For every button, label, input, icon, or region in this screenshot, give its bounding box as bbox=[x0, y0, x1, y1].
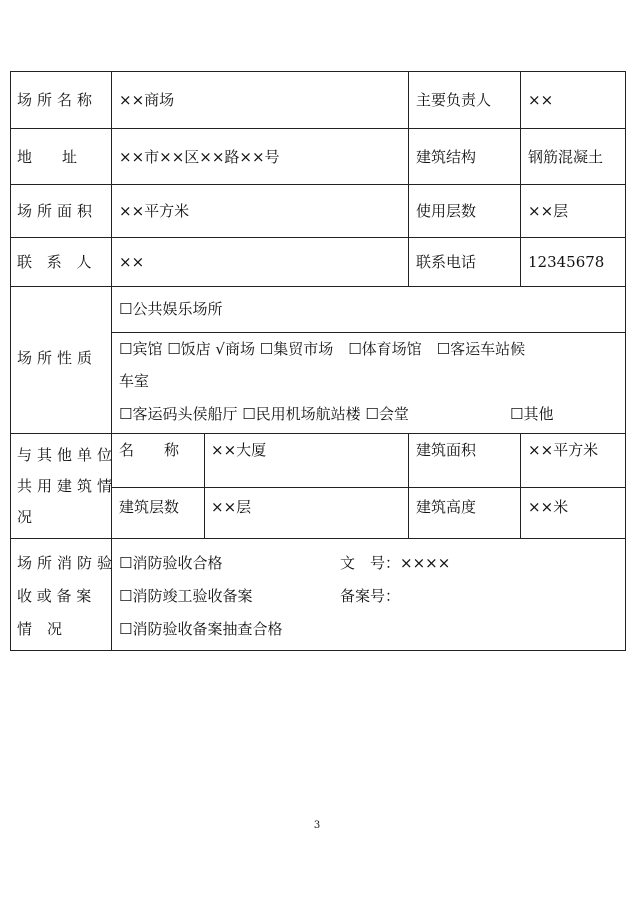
contact-label: 联 系 人 bbox=[17, 253, 97, 271]
shared-label-line2: 共用建筑情 bbox=[17, 477, 118, 495]
nature-public-entertainment: ☐公共娱乐场所 bbox=[119, 300, 223, 318]
fire-registration-form bbox=[10, 71, 626, 651]
phone-value: 12345678 bbox=[528, 253, 605, 271]
structure-value: 钢筋混凝土 bbox=[528, 148, 604, 166]
shared-floors-value: ××层 bbox=[211, 498, 252, 516]
shared-name-value: ××大厦 bbox=[211, 441, 267, 459]
venue-name-value: ××商场 bbox=[119, 91, 175, 109]
fire-label-line1: 场所消防验 bbox=[17, 554, 118, 572]
floors-label: 使用层数 bbox=[416, 202, 477, 220]
nature-options-row2: ☐客运码头侯船厅 ☐民用机场航站楼 ☐会堂 bbox=[119, 405, 409, 423]
address-value: ××市××区××路××号 bbox=[119, 148, 280, 166]
area-value: ××平方米 bbox=[119, 202, 190, 220]
shared-label-line1: 与其他单位 bbox=[17, 446, 118, 464]
shared-name-label: 名 称 bbox=[119, 441, 180, 459]
manager-value: ×× bbox=[528, 91, 554, 109]
shared-label-line3: 况 bbox=[17, 508, 33, 526]
completion-record-option: ☐消防竣工验收备案 bbox=[119, 587, 253, 605]
record-number-label: 备案号： bbox=[340, 587, 401, 605]
phone-label: 联系电话 bbox=[416, 253, 477, 271]
contact-value: ×× bbox=[119, 253, 145, 271]
manager-label: 主要负责人 bbox=[416, 91, 492, 109]
document-number-label: 文 号：×××× bbox=[340, 554, 451, 572]
address-label: 地 址 bbox=[17, 148, 78, 166]
nature-options-row1-wrap: 车室 bbox=[119, 372, 150, 390]
shared-area-value: ××平方米 bbox=[528, 441, 599, 459]
shared-floors-label: 建筑层数 bbox=[119, 498, 180, 516]
floors-value: ××层 bbox=[528, 202, 569, 220]
nature-other-option: ☐其他 bbox=[510, 405, 554, 423]
page-number: 3 bbox=[313, 820, 321, 831]
nature-options-row1: ☐宾馆 ☐饭店 √商场 ☐集贸市场 ☐体育场馆 ☐客运车站候 bbox=[119, 340, 526, 358]
area-label: 场所面积 bbox=[17, 202, 98, 220]
shared-area-label: 建筑面积 bbox=[416, 441, 477, 459]
fire-label-line2: 收 或 备 案 bbox=[17, 587, 92, 605]
venue-name-label: 场所名称 bbox=[17, 91, 98, 109]
fire-label-line3: 情 况 bbox=[17, 620, 63, 638]
structure-label: 建筑结构 bbox=[416, 148, 477, 166]
fire-acceptance-option: ☐消防验收合格 bbox=[119, 554, 223, 572]
shared-height-value: ××米 bbox=[528, 498, 569, 516]
shared-height-label: 建筑高度 bbox=[416, 498, 477, 516]
nature-label: 场所性质 bbox=[17, 349, 98, 367]
record-spot-check-option: ☐消防验收备案抽查合格 bbox=[119, 620, 283, 638]
